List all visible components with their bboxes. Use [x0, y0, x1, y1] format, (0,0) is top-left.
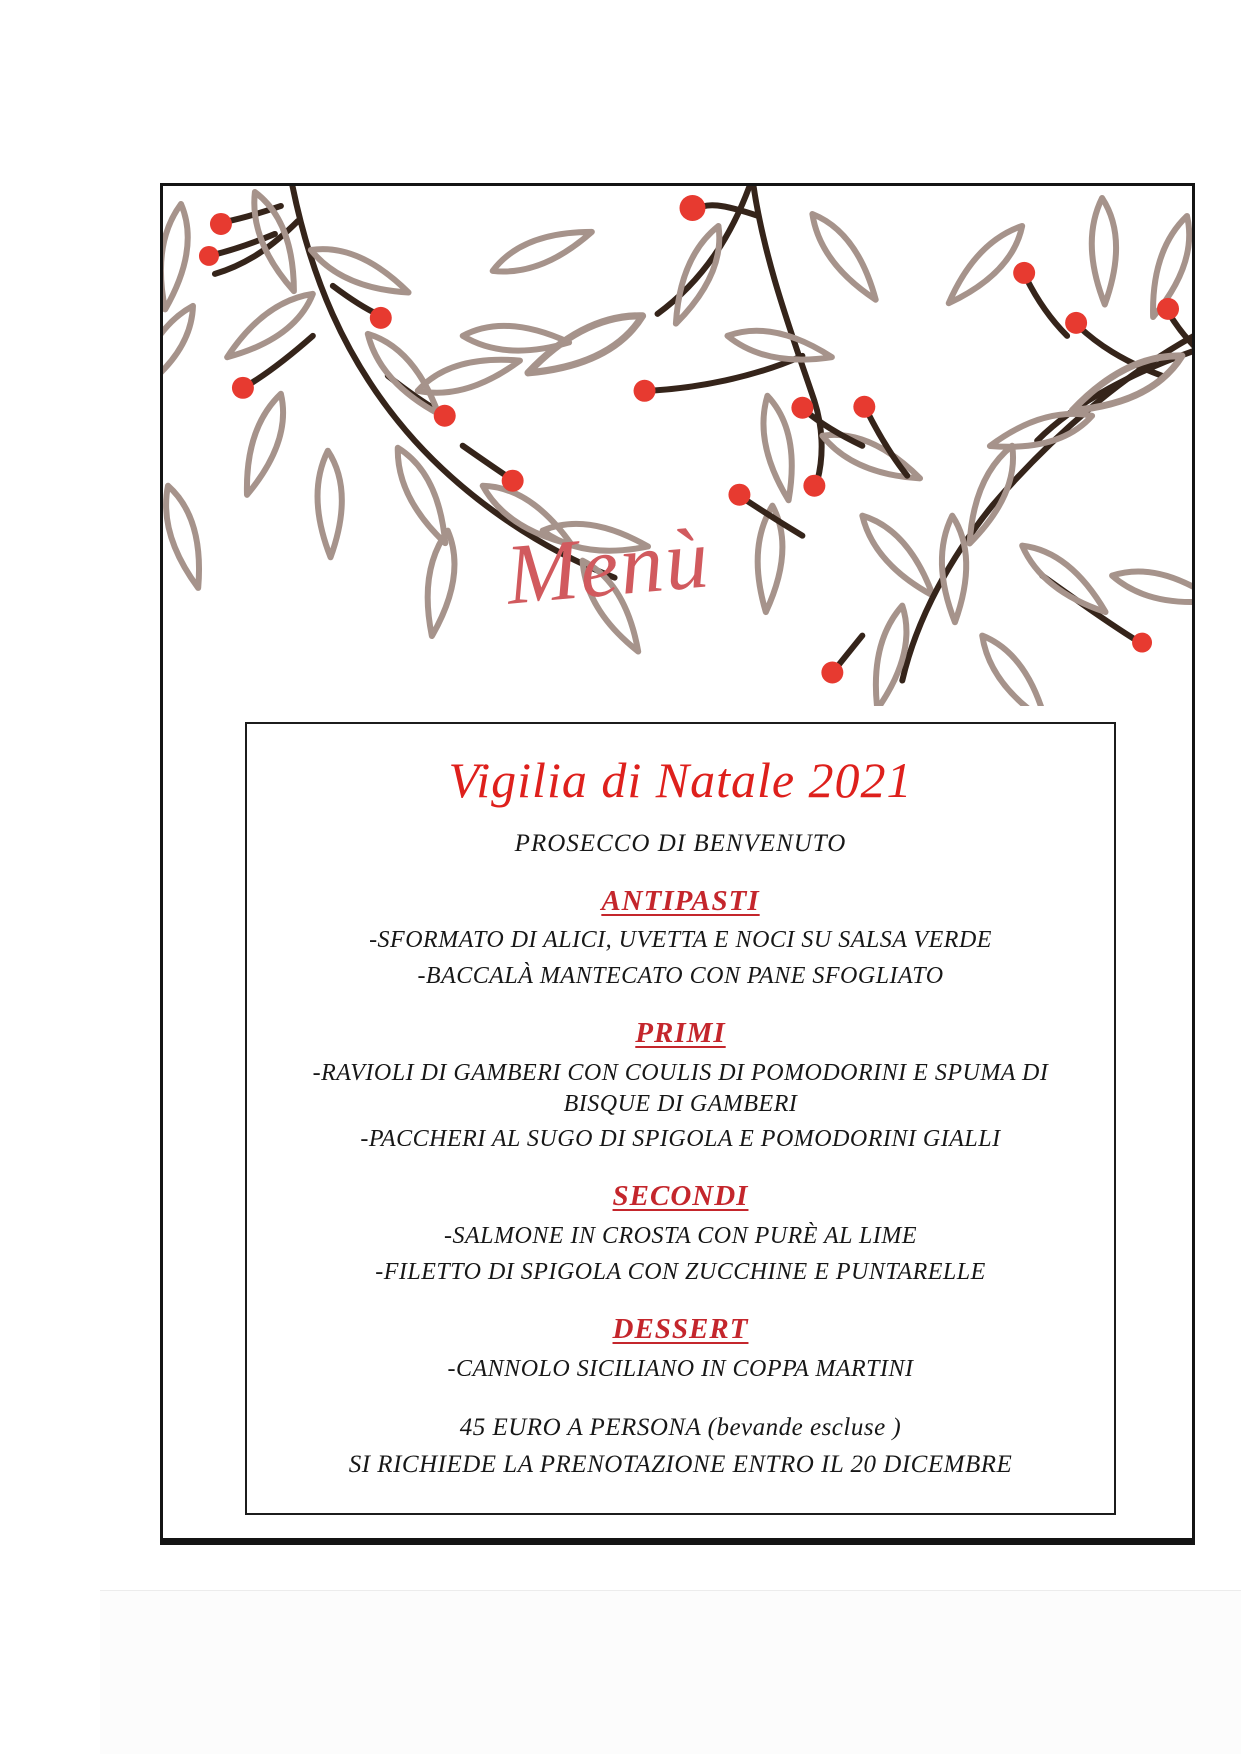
- section-secondi: [267, 1178, 1094, 1287]
- menu-item: -CANNOLO SICILIANO IN COPPA MARTINI: [447, 1355, 914, 1382]
- menu-item: -FILETTO DI SPIGOLA CON ZUCCHINE E PUNTARELLE: [375, 1258, 986, 1285]
- menu-item: -PACCHERI AL SUGO DI SPIGOLA E POMODORINI GIALLI: [360, 1126, 1001, 1152]
- menu-title: Vigilia di Natale 2021: [448, 752, 913, 808]
- menu-item: -SALMONE IN CROSTA CON PURÈ AL LIME: [443, 1223, 918, 1250]
- menu-item: -SFORMATO DI ALICI, UVETTA E NOCI SU SALSA VERDE: [369, 927, 992, 954]
- section-heading-antipasti: ANTIPASTI: [601, 884, 760, 917]
- menu-item: -BACCALÀ MANTECATO CON PANE SFOGLIATO: [417, 962, 944, 989]
- section-heading-dessert: DESSERT: [612, 1313, 749, 1346]
- welcome-line: PROSECCO DI BENVENUTO: [514, 829, 847, 857]
- branch-decoration: [163, 186, 1192, 706]
- menu-card: [245, 722, 1116, 1515]
- footer-reservation-line: SI RICHIEDE LA PRENOTAZIONE ENTRO IL 20 DICEMBRE: [348, 1451, 1013, 1478]
- menu-frame: [160, 183, 1195, 1545]
- page-bottom-divider: [100, 1590, 1241, 1754]
- section-antipasti: [267, 883, 1094, 992]
- footer-price-line: 45 EURO A PERSONA (bevande escluse ): [459, 1414, 902, 1442]
- menu-item: -RAVIOLI DI GAMBERI CON COULIS DI POMODORINI E SPUMA DI BISQUE DI GAMBERI: [312, 1060, 1049, 1117]
- menu-script-word: Menù: [502, 509, 714, 623]
- section-heading-primi: PRIMI: [635, 1017, 726, 1050]
- section-primi: [267, 1015, 1094, 1154]
- right-branch: [728, 197, 1192, 706]
- section-heading-secondi: SECONDI: [612, 1180, 749, 1213]
- section-dessert: [267, 1311, 1094, 1384]
